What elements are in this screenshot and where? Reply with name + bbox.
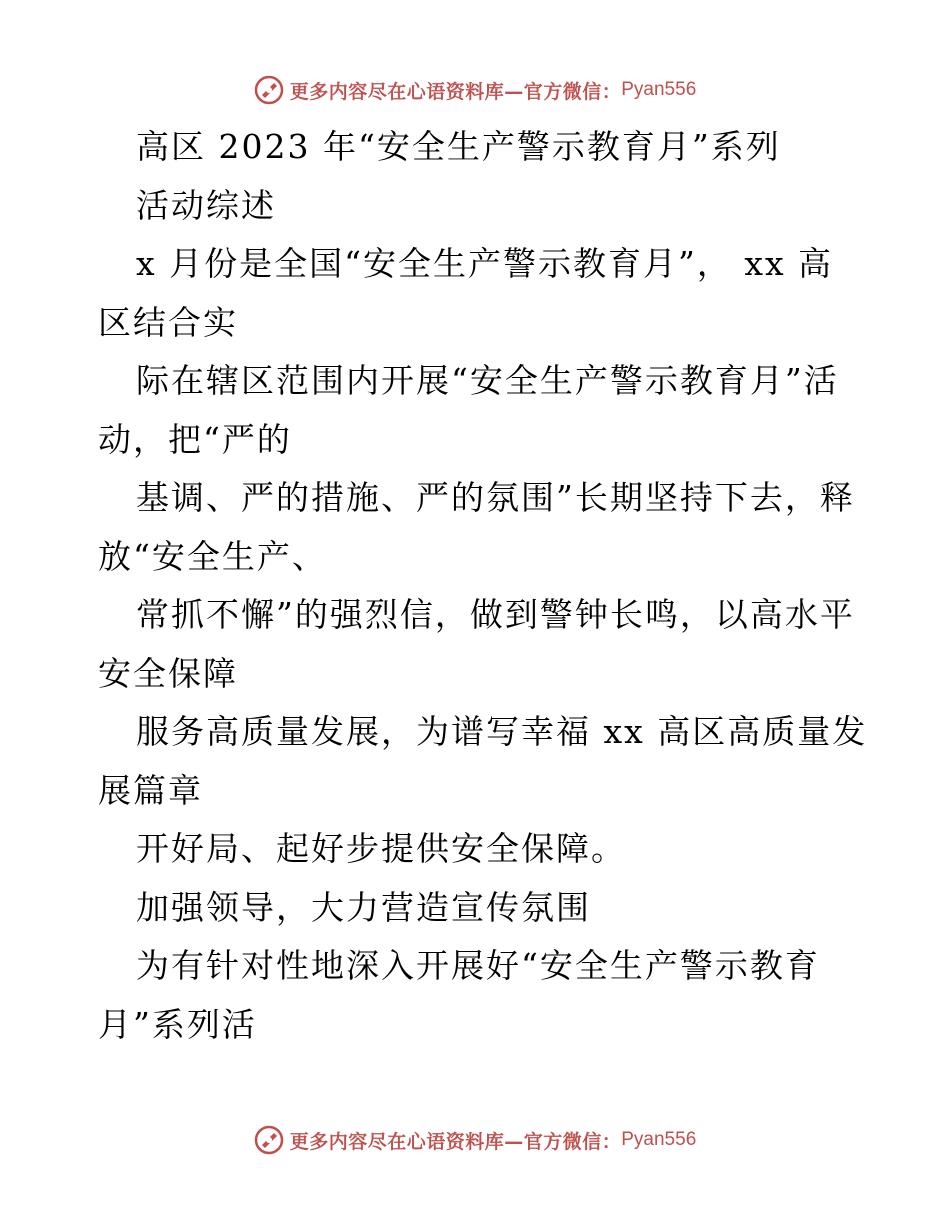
doc-line: 开好局、起好步提供安全保障。 xyxy=(136,829,626,868)
doc-line: 加强领导，大力营造宣传氛围 xyxy=(136,887,591,927)
doc-line: 基调、严的措施、严的氛围”长期坚持下去，释 xyxy=(136,478,855,517)
banner-wechat-id: Pyan556 xyxy=(621,1129,697,1150)
doc-line: 服务高质量发展，为谱写幸福 xx 高区高质量发 xyxy=(136,712,868,751)
doc-line: 区结合实 xyxy=(98,302,238,342)
doc-line: 动，把“严的 xyxy=(98,419,292,459)
doc-line: 为有针对性地深入开展好“安全生产警示教育 xyxy=(136,946,820,985)
doc-line: 活动综述 xyxy=(136,185,276,225)
doc-line: 高区 2023 年“安全生产警示教育月”系列 xyxy=(136,127,781,166)
seal-logo-icon xyxy=(254,75,284,105)
banner-text: 更多内容尽在心语资料库—官方微信： xyxy=(289,80,622,103)
doc-line: 展篇章 xyxy=(98,770,203,810)
doc-line: 月”系列活 xyxy=(98,1004,257,1044)
banner-wechat-id: Pyan556 xyxy=(621,79,697,100)
header-banner xyxy=(0,70,950,110)
seal-logo-icon xyxy=(254,1125,284,1155)
doc-line: 安全保障 xyxy=(98,653,238,693)
document-body xyxy=(98,118,868,1054)
footer-banner xyxy=(0,1120,950,1160)
doc-line: x 月份是全国“安全生产警示教育月”， xx 高 xyxy=(136,244,834,283)
doc-line: 常抓不懈”的强烈信，做到警钟长鸣，以高水平 xyxy=(136,595,855,634)
doc-line: 放“安全生产、 xyxy=(98,536,327,576)
banner-text: 更多内容尽在心语资料库—官方微信： xyxy=(289,1130,622,1153)
doc-line: 际在辖区范围内开展“安全生产警示教育月”活 xyxy=(136,361,839,400)
